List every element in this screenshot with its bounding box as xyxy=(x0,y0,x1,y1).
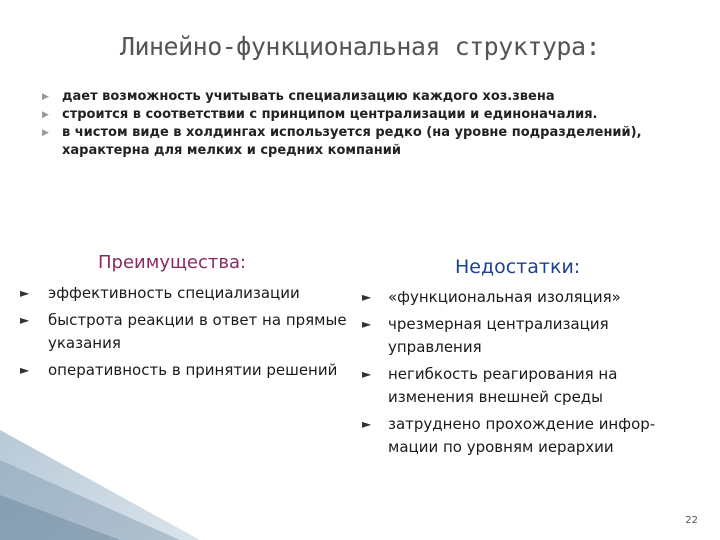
advantage-item: ► оперативность в принятии решений xyxy=(20,359,350,382)
disadvantages-list xyxy=(360,286,705,463)
arrow-right-icon: ► xyxy=(20,286,30,300)
advantage-item: ► эффективность специализации xyxy=(20,282,350,305)
small-triangle-icon: ▶ xyxy=(42,128,49,138)
arrow-right-icon: ► xyxy=(20,363,30,377)
intro-list xyxy=(40,88,700,160)
arrow-right-icon: ► xyxy=(362,367,372,381)
arrow-right-icon: ► xyxy=(20,313,30,327)
small-triangle-icon: ▶ xyxy=(42,92,49,102)
disadvantage-item: ► «функциональная изоляция» xyxy=(360,286,705,309)
arrow-right-icon: ► xyxy=(362,317,372,331)
disadvantage-item: ► чрезмерная централизация управления xyxy=(362,315,609,356)
arrow-right-icon: ► xyxy=(362,417,372,431)
intro-item: ▶ в чистом виде в холдингах используется редко (на уровне подразделений), характерна для мелких и средних компаний xyxy=(42,125,642,158)
disadvantages-heading: Недостатки: xyxy=(455,256,581,278)
disadvantage-item: ► затруднено прохождение инфор-мации по уровням иерархии xyxy=(362,415,656,456)
small-triangle-icon: ▶ xyxy=(42,110,49,120)
arrow-right-icon: ► xyxy=(362,290,372,304)
advantages-list xyxy=(20,282,350,386)
slide-title: Линейно-функциональная структура: xyxy=(119,32,601,61)
page-number: 22 xyxy=(685,515,698,526)
advantages-heading: Преимущества: xyxy=(98,252,247,273)
disadvantage-item: ► негибкость реагирования на изменения внешней среды xyxy=(362,365,618,406)
intro-item: ▶ дает возможность учитывать специализацию каждого хоз.звена xyxy=(42,89,555,104)
intro-item: ▶ строится в соответствии с принципом централизации и единоначалия. xyxy=(42,107,598,122)
advantage-item: ► быстрота реакции в ответ на прямые указания xyxy=(20,311,347,352)
corner-decoration xyxy=(0,430,200,540)
